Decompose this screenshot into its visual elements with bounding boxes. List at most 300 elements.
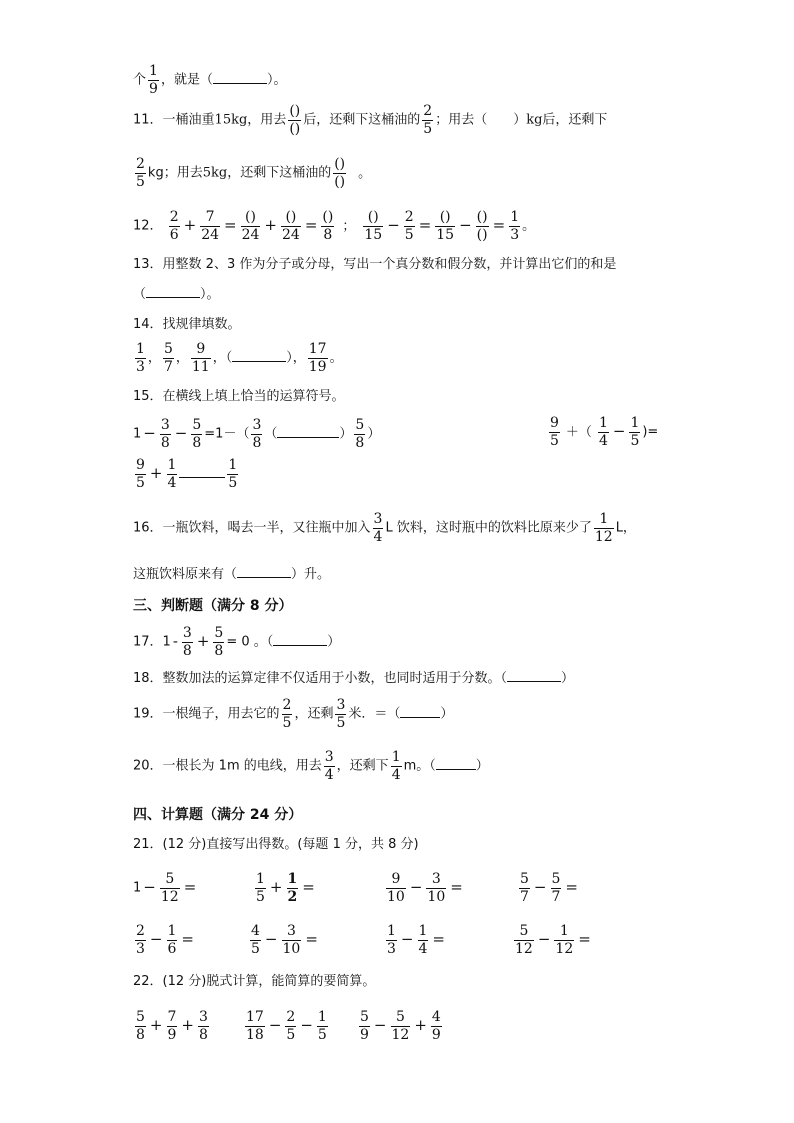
fraction [135,157,146,189]
numerator: 9 [136,457,145,473]
denominator: 8 [323,226,333,243]
calc-item [243,1010,330,1042]
q16-line2 [133,568,330,581]
numerator: 7 [200,210,220,227]
section-title: 三、判断题（满分 8 分） [133,598,293,614]
q13-text: 13．用整数 2、3 作为分子或分母，写出一个真分数和假分数，并计算出它们的和是 [133,257,617,272]
numerator: 3 [199,1009,208,1025]
denominator: 24 [201,226,220,243]
numerator: 2 [282,697,292,713]
fraction [431,1010,442,1042]
q14-sequence [133,342,343,374]
numerator: 9 [191,342,211,359]
numerator: 3 [282,924,302,941]
answer-blank[interactable] [179,476,225,478]
text: （ [264,426,278,442]
numerator: 5 [214,625,224,641]
denominator: 4 [391,766,401,783]
denominator: 24 [241,226,260,243]
denominator: 4 [373,528,383,545]
text: ，用去 [247,112,287,128]
fraction [629,416,640,448]
answer-blank[interactable] [436,768,476,770]
numerator: 5 [360,1009,369,1025]
numerator: 5 [514,924,534,941]
q15-expr2-cont [133,458,240,490]
text: L， [615,520,636,536]
text: 。 [358,165,372,181]
text: kg；用去 [147,165,203,181]
denominator: 2 [287,888,298,905]
fraction [169,210,180,242]
text: 后，还剩下这桶油的 [303,112,421,128]
text: =1－（ [204,426,250,442]
text: ，还剩下这桶油的 [227,165,332,181]
denominator: 12 [515,940,533,957]
denominator: 9 [431,1026,441,1043]
numerator: 2 [286,1009,296,1025]
fraction [308,342,328,374]
q15-expr1 [133,418,380,450]
numerator: 1 [136,341,145,357]
fraction [250,924,261,956]
fraction [167,924,178,956]
text: 1 [133,426,142,442]
numerator: () [289,103,301,119]
operator: + [196,631,210,650]
fraction-blank[interactable] [281,210,301,242]
numerator: 2 [169,209,179,225]
numerator: 5 [355,417,365,433]
numerator: 17 [246,1009,264,1025]
numerator: 2 [136,923,145,939]
operator: = [302,877,315,896]
answer-blank[interactable] [400,716,440,718]
calc-item [248,924,320,956]
denominator: 5 [317,1026,327,1043]
denominator: 5 [136,173,145,190]
numerator: 1 [149,63,158,79]
answer-blank[interactable] [277,436,339,438]
numerator: 5 [551,871,561,887]
text: 18．整数加法的运算定律不仅适用于小数，也同时适用于分数。（ [133,671,508,686]
fraction [386,872,406,904]
operator: + [149,463,163,482]
operator: − [533,877,547,896]
q22-text: 22．(12 分)脱式计算，能简算的要简算。 [133,974,376,989]
fraction [519,872,530,904]
text: 。 [329,350,343,366]
fraction [359,1010,370,1042]
text: （ [225,350,233,366]
text: 5kg [202,165,228,181]
text: ） [286,350,293,366]
operator: = [432,929,445,948]
denominator: 8 [136,1026,145,1043]
denominator: 5 [251,940,260,957]
fraction [282,698,293,730]
text: 20．一根长为 1m 的电线，用去 [133,758,322,774]
q17-line [133,626,340,658]
numerator: 1 [387,923,396,939]
denominator: 6 [169,226,179,243]
denominator: 8 [192,434,202,451]
fraction [391,1010,411,1042]
operator: - [172,631,178,650]
denominator: 3 [510,226,520,243]
denominator: 12 [594,528,613,545]
q20-line [133,750,489,782]
text: ） [327,634,341,650]
operator: = [224,215,237,234]
denominator: 9 [360,1026,369,1043]
operator: − [409,877,423,896]
answer-blank[interactable] [213,82,267,84]
operator: = [304,215,318,234]
operator: = [450,877,463,896]
text: kg [526,112,543,128]
text: 19．一根绳子，用去它的 [133,706,280,722]
operator: − [264,929,278,948]
denominator: 4 [418,940,428,957]
fraction [227,458,238,490]
fraction [135,1010,146,1042]
numerator: 3 [373,511,383,527]
denominator: 8 [182,642,192,659]
fraction [426,872,446,904]
text: 这瓶饮料原来有（ [133,567,238,582]
text: 。 [522,218,536,234]
operator: − [149,929,163,948]
numerator: 1 [510,209,520,225]
fraction [245,1010,265,1042]
fraction [251,418,262,450]
answer-blank[interactable] [237,576,291,578]
operator: = [492,215,506,234]
fraction [418,924,429,956]
denominator: 5 [286,1026,296,1043]
fraction [373,512,384,544]
operator: − [174,423,188,442]
denominator: 5 [404,226,414,243]
denominator: 5 [228,474,238,491]
denominator: 5 [630,432,640,449]
text: ） [561,671,575,686]
numerator: 1 [630,415,640,431]
text: ） [367,426,381,442]
numerator: () [435,210,455,227]
denominator: 7 [551,888,561,905]
denominator: 8 [199,1026,208,1043]
calc-item [133,872,198,904]
q13-answer [133,288,220,301]
text: ）。 [200,287,220,302]
calc-item [517,872,580,904]
numerator: 3 [182,625,192,641]
text: 个 [133,72,147,88]
fraction-blank[interactable] [241,210,261,242]
numerator: 5 [136,1009,145,1025]
operator: − [143,877,156,896]
fraction [335,698,346,730]
numerator: 5 [520,871,529,887]
operator: + [181,1015,194,1034]
fraction [163,342,174,374]
denominator: () [289,120,301,137]
denominator: 8 [160,434,170,451]
denominator: 4 [324,766,334,783]
text: 12． [133,218,163,234]
denominator: 10 [282,940,301,957]
text: L 饮料，这时瓶中的饮料比原来少了 [385,520,592,536]
text: 15kg [214,112,248,128]
numerator: 3 [336,697,346,713]
numerator: 5 [163,341,173,357]
denominator: 6 [167,940,177,957]
answer-blank[interactable] [146,296,200,298]
fraction [255,872,266,904]
fraction [598,416,609,448]
denominator: 3 [136,940,145,957]
denominator: 7 [163,358,173,375]
fraction [200,210,220,242]
text: ）升。 [291,567,331,582]
fraction [135,342,146,374]
fraction [135,458,146,490]
denominator: 12 [391,1026,410,1043]
calc-item [253,872,317,904]
calc-item [384,924,447,956]
fraction [285,1010,296,1042]
denominator: 10 [427,888,446,905]
text: ，还剩下 [336,758,389,774]
q12-line [133,210,535,242]
numerator: 1 [167,457,177,473]
fraction [391,750,402,782]
text: ＋（ [565,424,592,440]
numerator: 5 [160,872,180,889]
denominator: 9 [167,1026,177,1043]
q15-text: 15．在横线上填上恰当的运算符号。 [133,389,345,404]
fraction [167,458,178,490]
numerator: 1 [594,512,614,529]
operator: − [537,929,551,948]
q21-text: 21．(12 分)直接写出得数。(每题 1 分，共 8 分) [133,837,419,852]
numerator: 1 [287,871,298,887]
numerator: () [334,156,346,172]
numerator: 2 [423,103,433,119]
fraction [191,418,202,450]
answer-blank[interactable] [232,360,286,362]
numerator: 5 [391,1010,411,1027]
operator: + [264,215,277,234]
numerator: () [322,209,334,225]
denominator: 5 [423,120,433,137]
text: 16．一瓶饮料，喝去一半，又往瓶中加入 [133,520,371,536]
fraction-blank[interactable] [435,210,455,242]
calc-item [512,924,593,956]
text: 米．＝（ [348,706,401,722]
numerator: 1 [554,924,574,941]
text: ， [292,350,306,366]
operator: = [418,215,432,234]
fraction [551,872,562,904]
operator: − [612,421,626,440]
numerator: () [241,210,261,227]
denominator: 5 [136,474,145,491]
fraction [422,104,433,136]
fraction [549,416,560,448]
numerator: 2 [136,156,145,172]
answer-blank[interactable] [273,644,327,646]
fraction-blank[interactable] [363,210,383,242]
operator: + [269,877,283,896]
text: ；用去（ ） [435,112,527,128]
fraction [198,1010,209,1042]
fraction [191,342,211,374]
calc-item [357,1010,444,1042]
numerator: 1 [391,749,401,765]
text: m。（ [403,758,436,774]
operator: − [373,1015,387,1034]
fraction-blank[interactable] [288,104,301,136]
numerator: 1 [317,1009,327,1025]
denominator: 8 [355,434,365,451]
numerator: 9 [550,415,559,431]
text: ； [342,218,356,234]
numerator: 4 [431,1009,441,1025]
denominator: 12 [160,888,179,905]
fraction [182,626,193,658]
denominator: 8 [214,642,224,659]
fraction [160,872,180,904]
fraction [317,1010,328,1042]
operator: = [181,929,194,948]
text: 17．1 [133,634,171,650]
denominator: 3 [136,358,145,375]
numerator: 1 [228,457,238,473]
text: ，就是（ [160,72,213,88]
calc-item [133,924,196,956]
operator: − [459,215,472,234]
operator: = [183,877,197,896]
numerator: 1 [598,415,608,431]
fraction [167,1010,178,1042]
denominator: 10 [387,888,405,905]
denominator: 5 [550,432,559,449]
denominator: () [334,173,346,190]
numerator: 4 [251,923,260,939]
fraction [135,924,146,956]
numerator: 3 [324,749,334,765]
fraction [354,418,365,450]
operator: = [578,929,591,948]
operator: = [565,877,578,896]
fraction [509,210,520,242]
denominator: 5 [282,714,292,731]
text: ， [212,350,226,366]
fraction [324,750,335,782]
text: 1 [133,880,142,896]
numerator: 3 [426,872,446,889]
fraction [404,210,415,242]
fraction-blank[interactable] [476,210,489,242]
operator: − [387,215,400,234]
text: ， [147,350,161,366]
text: ， [175,350,189,366]
denominator: 24 [282,226,300,243]
denominator: 7 [520,888,529,905]
numerator: 1 [418,923,428,939]
q16-line1 [133,512,636,544]
text: 11．一桶油重 [133,112,215,128]
text: 后，还剩下 [542,112,608,128]
numerator: () [476,209,488,225]
fraction [213,626,224,658]
denominator: 4 [598,432,608,449]
text: ）。 [266,72,287,88]
text: )= [642,424,659,440]
operator: + [183,215,197,234]
text: ） [339,426,353,442]
denominator: 3 [387,940,396,957]
fraction [514,924,534,956]
numerator: 3 [252,417,262,433]
fraction [160,418,171,450]
numerator: 7 [167,1009,177,1025]
denominator: 19 [308,358,327,375]
denominator: 5 [336,714,346,731]
fraction [554,924,574,956]
operator: − [400,929,414,948]
q18-line [133,672,574,685]
operator: + [414,1015,427,1034]
fraction [148,64,159,96]
text: ，还剩 [294,706,334,722]
q14-text: 14．找规律填数。 [133,317,241,332]
operator: − [300,1015,313,1034]
numerator: 2 [404,209,414,225]
operator: + [149,1015,163,1034]
numerator: 9 [386,872,406,889]
fraction [287,872,299,904]
fraction-blank[interactable] [321,210,334,242]
q15-expr2 [547,416,658,448]
fraction [386,924,397,956]
fraction [594,512,614,544]
denominator: 5 [256,888,265,905]
section-title: 四、计算题（满分 24 分） [133,807,303,823]
numerator: 1 [167,923,177,939]
numerator: 1 [256,871,265,887]
calc-item [384,872,465,904]
denominator: 11 [191,358,210,375]
denominator: 18 [246,1026,264,1043]
fraction-blank[interactable] [333,157,346,189]
q10-line [133,64,286,96]
operator: − [268,1015,282,1034]
numerator: 17 [308,341,327,357]
denominator: 15 [364,226,383,243]
numerator: 5 [192,417,202,433]
operator: − [143,423,156,442]
operator: = [305,929,318,948]
q19-line [133,698,453,730]
fraction [282,924,302,956]
denominator: 12 [555,940,574,957]
text: （ [133,287,147,302]
answer-blank[interactable] [507,680,561,682]
